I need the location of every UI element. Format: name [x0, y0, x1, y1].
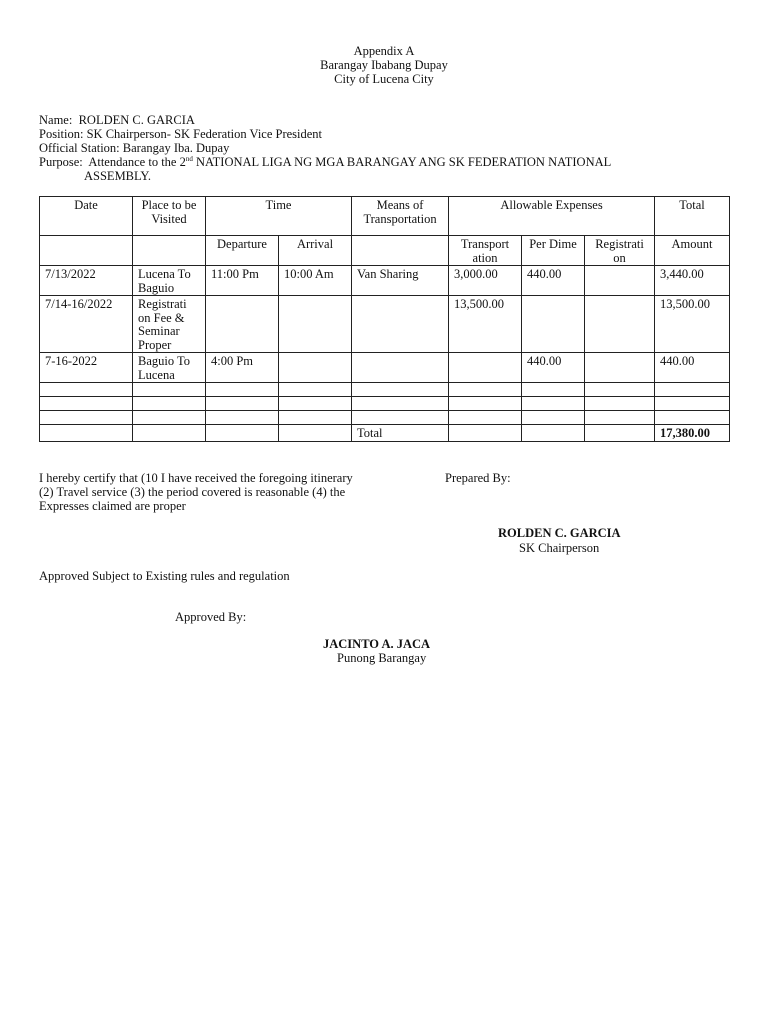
cell-departure: 11:00 Pm: [206, 266, 279, 296]
cell-means: Van Sharing: [352, 266, 449, 296]
table-header-row: [40, 197, 730, 236]
purpose-label: Purpose:: [39, 155, 83, 169]
cell-per-dime: 440.00: [522, 353, 585, 383]
name-value: ROLDEN C. GARCIA: [78, 113, 195, 127]
table-row-empty: [40, 411, 730, 425]
position-value: SK Chairperson- SK Federation Vice President: [86, 127, 323, 141]
name-line: [39, 113, 195, 128]
header-time: Time: [206, 197, 352, 236]
cell-date: 7-16-2022: [40, 353, 133, 383]
barangay-name: Barangay Ibabang Dupay: [320, 58, 448, 72]
cell-registration: [585, 353, 655, 383]
position-line: [39, 127, 322, 142]
cell-amount: 13,500.00: [655, 296, 730, 353]
cell-date: 7/14-16/2022: [40, 296, 133, 353]
header-place: Place to be Visited: [133, 197, 206, 236]
table-row: [40, 266, 730, 296]
total-label: Total: [352, 425, 449, 442]
cell-means: [352, 353, 449, 383]
table-row: [40, 353, 730, 383]
subheader-per-dime: Per Dime: [522, 236, 585, 266]
cell-per-dime: 440.00: [522, 266, 585, 296]
cell-departure: [206, 296, 279, 353]
purpose-superscript: nd: [185, 154, 193, 163]
city-name: City of Lucena City: [334, 72, 434, 86]
prepared-by-label: Prepared By:: [445, 471, 511, 485]
cell-amount: 3,440.00: [655, 266, 730, 296]
cell-amount: 440.00: [655, 353, 730, 383]
subheader-registration: Registrati on: [585, 236, 655, 266]
station-value: Barangay Iba. Dupay: [122, 141, 230, 155]
approved-by-label: Approved By:: [175, 610, 247, 624]
purpose-line: [39, 155, 611, 170]
cell-registration: [585, 296, 655, 353]
certification-line-3: Expresses claimed are proper: [39, 499, 186, 513]
cell-date: 7/13/2022: [40, 266, 133, 296]
itinerary-table: [39, 196, 730, 442]
station-label: Official Station:: [39, 141, 120, 155]
subheader-amount: Amount: [655, 236, 730, 266]
position-label: Position:: [39, 127, 84, 141]
cell-transport: [449, 353, 522, 383]
cell-departure: 4:00 Pm: [206, 353, 279, 383]
table-subheader-row: [40, 236, 730, 266]
header-allowable-expenses: Allowable Expenses: [449, 197, 655, 236]
station-line: [39, 141, 229, 156]
cell-means: [352, 296, 449, 353]
total-value: 17,380.00: [655, 425, 730, 442]
subheader-empty: [352, 236, 449, 266]
cell-registration: [585, 266, 655, 296]
certification-line-2: (2) Travel service (3) the period covered is reasonable (4) the: [39, 485, 346, 499]
cell-per-dime: [522, 296, 585, 353]
cell-arrival: 10:00 Am: [279, 266, 352, 296]
approved-by-title: Punong Barangay: [337, 651, 427, 665]
table-row-empty: [40, 383, 730, 397]
cell-place: Baguio To Lucena: [133, 353, 206, 383]
cell-arrival: [279, 296, 352, 353]
subheader-empty: [40, 236, 133, 266]
approved-by-name: JACINTO A. JACA: [323, 637, 431, 651]
subheader-departure: Departure: [206, 236, 279, 266]
purpose-text-end: NATIONAL LIGA NG MGA BARANGAY ANG SK FEDERATION NATIONAL: [192, 155, 612, 169]
purpose-line-2: ASSEMBLY.: [84, 169, 151, 183]
cell-arrival: [279, 353, 352, 383]
cell-place: Registrati on Fee & Seminar Proper: [133, 296, 206, 353]
subheader-empty: [133, 236, 206, 266]
table-row: [40, 296, 730, 353]
prepared-by-title: SK Chairperson: [519, 541, 600, 555]
name-label: Name:: [39, 113, 73, 127]
header-total: Total: [655, 197, 730, 236]
cell-place: Lucena To Baguio: [133, 266, 206, 296]
header-means: Means of Transportation: [352, 197, 449, 236]
prepared-by-name: ROLDEN C. GARCIA: [498, 526, 621, 540]
table-total-row: [40, 425, 730, 442]
subheader-transport: Transport ation: [449, 236, 522, 266]
subheader-arrival: Arrival: [279, 236, 352, 266]
header-date: Date: [40, 197, 133, 236]
certification-line-1: I hereby certify that (10 I have received the foregoing itinerary: [39, 471, 353, 485]
table-row-empty: [40, 397, 730, 411]
approval-note: Approved Subject to Existing rules and regulation: [39, 569, 290, 583]
purpose-text-start: Attendance to the 2: [88, 155, 186, 169]
cell-transport: 13,500.00: [449, 296, 522, 353]
appendix-label: Appendix A: [353, 44, 415, 58]
cell-transport: 3,000.00: [449, 266, 522, 296]
